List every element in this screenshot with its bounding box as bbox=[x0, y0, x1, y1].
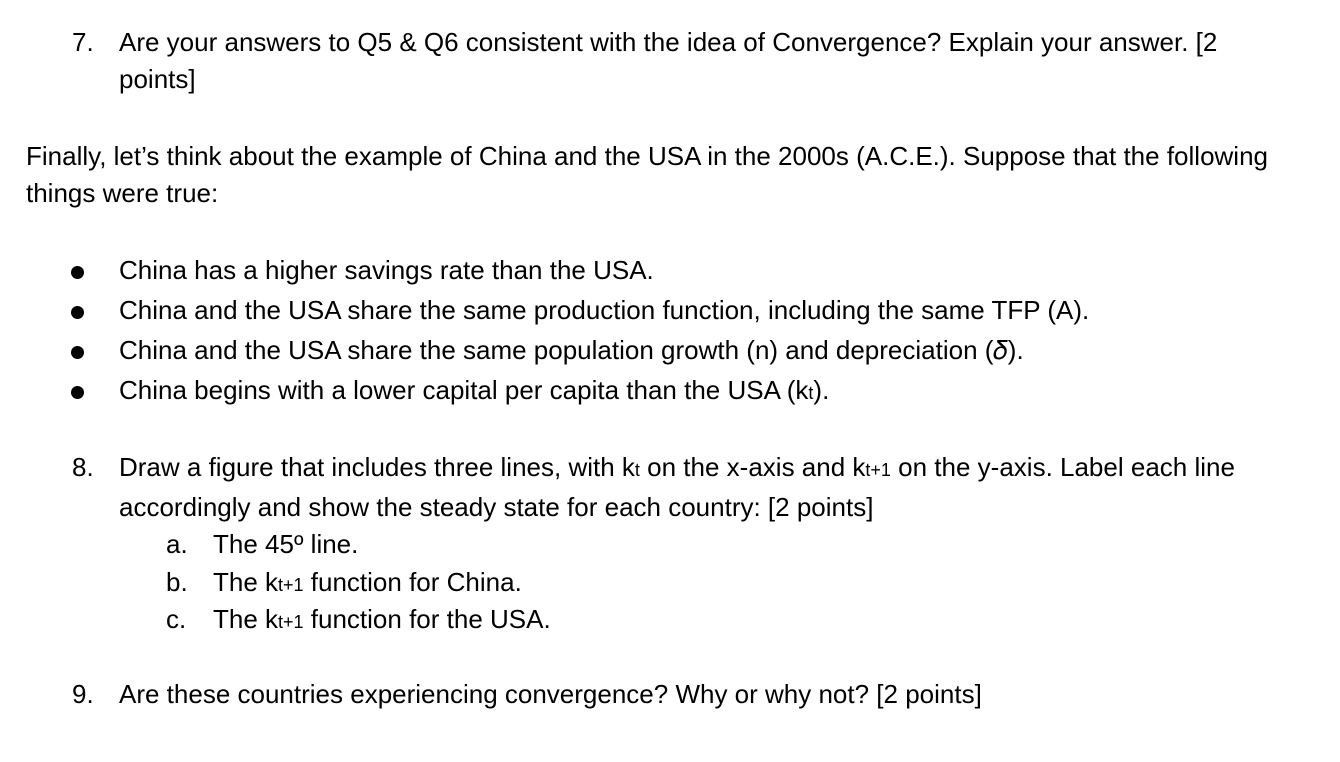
subitem-text-part: function for the USA. bbox=[303, 604, 551, 634]
subitem-letter: b. bbox=[166, 566, 188, 597]
bullet-text-end: ). bbox=[813, 375, 830, 405]
subitem-letter: a. bbox=[166, 529, 188, 559]
bullet-icon bbox=[71, 346, 84, 359]
bullet-text: China begins with a lower capital per capita than the USA (k bbox=[119, 375, 809, 405]
question-9-text: Are these countries experiencing convergence? Why or why not? [2 points] bbox=[119, 679, 982, 709]
subitem-text-part: The k bbox=[213, 566, 279, 597]
list-item bbox=[0, 252, 1340, 292]
list-item bbox=[0, 526, 1340, 564]
list-item bbox=[0, 564, 1340, 602]
question-8-subitems bbox=[0, 526, 1340, 639]
subscript: t bbox=[634, 460, 640, 480]
question-8-text-part: on the x-axis and k bbox=[639, 452, 866, 482]
bullet-icon bbox=[71, 306, 84, 319]
question-7-number: 7. bbox=[72, 27, 94, 57]
bullet-icon bbox=[71, 386, 84, 399]
subitem-text bbox=[213, 564, 522, 604]
subitem-text-part: The k bbox=[213, 604, 279, 634]
question-7-text: Are your answers to Q5 & Q6 consistent with the idea of Convergence? Explain your answer. [2 points] bbox=[119, 27, 1218, 94]
subitem-text bbox=[213, 601, 551, 641]
list-item bbox=[0, 601, 1340, 639]
subitem-letter: c. bbox=[166, 604, 187, 634]
bullet-text: China and the USA share the same population growth (n) and depreciation (𝛿). bbox=[119, 335, 1024, 365]
question-8-text bbox=[119, 449, 1249, 526]
subscript: t+1 bbox=[278, 574, 304, 595]
bullet-icon bbox=[71, 266, 84, 279]
subscript: t+1 bbox=[278, 612, 304, 632]
question-9-number: 9. bbox=[72, 679, 94, 709]
question-8-text-part: Draw a figure that includes three lines, with k bbox=[119, 452, 635, 482]
bullet-text: China and the USA share the same production function, including the same TFP (A). bbox=[119, 295, 1090, 325]
intro-paragraph: Finally, let’s think about the example of China and the USA in the 2000s (A.C.E.). Suppose that the following things were true: bbox=[26, 141, 1268, 208]
list-item bbox=[0, 332, 1340, 372]
assumptions-list bbox=[0, 252, 1340, 412]
subitem-text bbox=[213, 526, 358, 563]
list-item bbox=[0, 372, 1340, 412]
subscript: t bbox=[808, 383, 814, 403]
subscript: t+1 bbox=[865, 460, 891, 480]
bullet-text: China has a higher savings rate than the USA. bbox=[119, 255, 654, 285]
list-item bbox=[0, 292, 1340, 332]
subitem-text-part: function for China. bbox=[303, 566, 522, 597]
question-8-number: 8. bbox=[72, 452, 94, 482]
question-8-text-part: on the y-axis. Label each line accordingly and show the steady state for each country: [2 points] bbox=[119, 452, 1235, 522]
subitem-text-part: The 45º line. bbox=[213, 529, 359, 559]
